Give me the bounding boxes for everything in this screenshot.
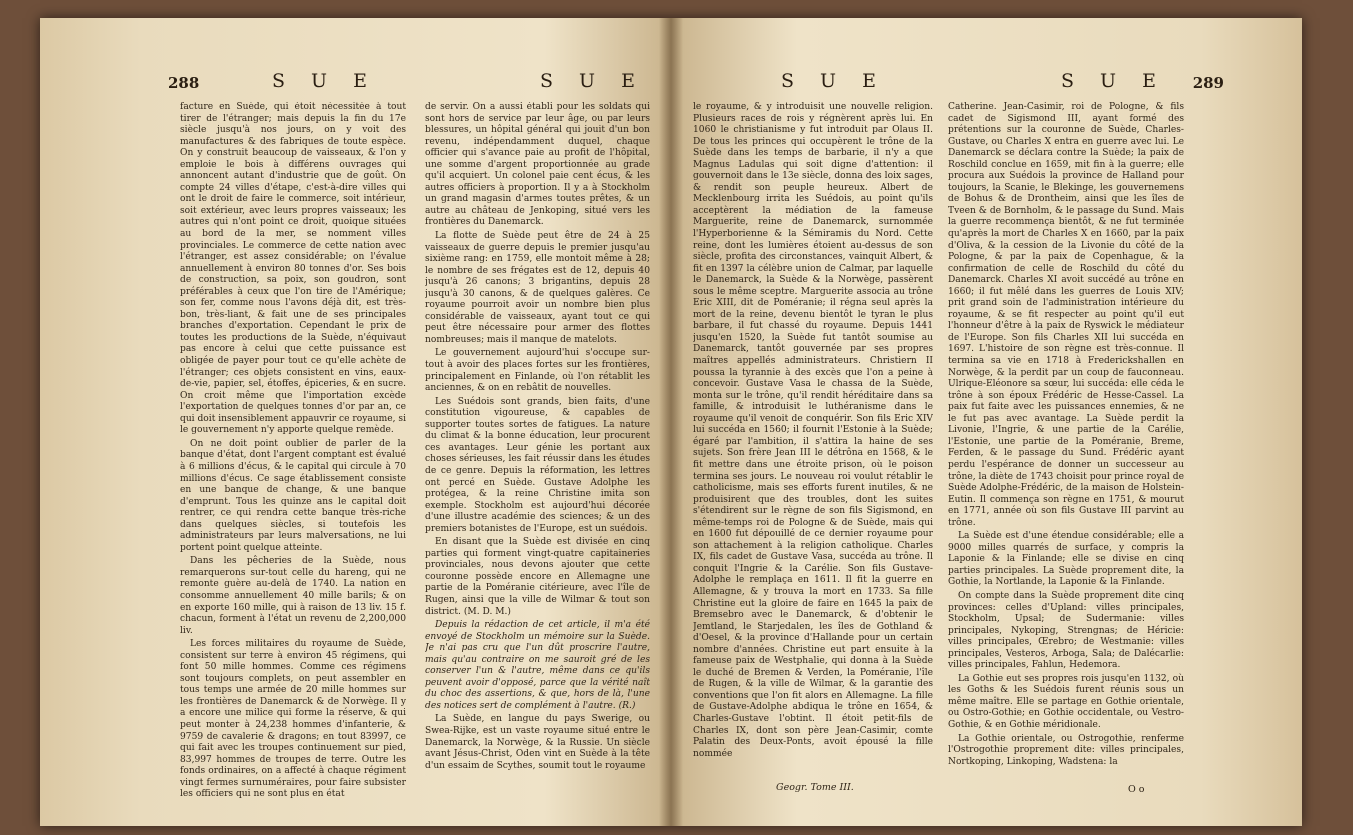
running-head-word: S U E [272, 70, 377, 92]
paragraph: En disant que la Suède est divisée en cinq parties qui forment vingt-quatre capitaineries provinciales, nous devons ajouter que cette couronne possède encore en Allemagne une partie de la Poméranie citérieure, avec l'île de Rugen, ainsi que la ville de Wilmar & tout son district. (M. D. M.) [425, 537, 650, 617]
running-head-word: S U E [540, 70, 645, 92]
footer-volume: Geogr. Tome III. [776, 782, 854, 793]
right-page [671, 18, 1302, 826]
paragraph: de servir. On a aussi établi pour les soldats qui sont hors de service par leur âge, ou par leurs blessures, un hôpital général qui jouit d'un bon revenu, indépendamment duquel, chaque officier qui s'avance paie au profit de l'hôpital, une somme d'argent proportionnée au grade qu'il acquiert. Un colonel paie cent écus, & les autres officiers à proportion. Il y a à Stockholm un grand magasin d'armes toutes prêtes, & un autre au château de Jenkoping, situé vers les frontières du Danemarck. [425, 102, 650, 228]
paragraph: Catherine. Jean-Casimir, roi de Pologne, & fils cadet de Sigismond III, ayant formé des prétentions sur la couronne de Suède, Charles-Gustave, ou Charles X entra en guerre avec lui. Le Danemarck se déclara contre la Suède; la paix de Roschild conclue en 1659, mit fin à la guerre; elle procura aux Suédois la province de Halland pour toujours, la Scanie, le Blekinge, les gouvernemens de Bohus & de Drontheim, ainsi que les îles de Tveen & de Bornholm, & le passage du Sund. Mais la guerre recommença bientôt, & ne fut terminée qu'après la mort de Charles X en 1660, par la paix d'Oliva, & la cession de la Livonie du côté de la Pologne, & par la paix de Copenhague, & la confirmation de celle de Roschild du côté du Danemarck. Charles XI avoit succédé au trône en 1660; il fut mêlé dans les guerres de Louis XIV; prit grand soin de l'administration intérieure du royaume, & se fit respecter au point qu'il eut l'honneur d'être à la paix de Ryswick le médiateur de l'Europe. Son fils Charles XII lui succéda en 1697. L'histoire de son règne est très-connue. Il termina sa vie en 1718 à Frederickshallen en Norwège, & la perdit par un coup de fauconneau. Ulrique-Eléonore sa sœur, lui succéda: elle céda le trône à son époux Frédéric de Hesse-Cassel. La paix fut faite avec les puissances ennemies, & ne le fut pas avec avantage. La Suède perdit la Livonie, l'Ingrie, & une partie de la Carélie, l'Estonie, une partie de la Poméranie, Breme, Ferden, & le passage du Sund. Frédéric ayant perdu l'espérance de donner un successeur au trône, la diète de 1743 choisit pour prince royal de Suède Adolphe-Frédéric, de la maison de Holstein-Eutin. Il commença son règne en 1751, & mourut en 1771, année où son fils Gustave III parvint au trône. [948, 102, 1184, 528]
running-head-word: S U E [1061, 70, 1166, 92]
running-head-left [40, 70, 671, 100]
paragraph: le royaume, & y introduisit une nouvelle religion. Plusieurs races de rois y régnèrent après lui. En 1060 le christianisme y fut introduit par Olaus II. De tous les princes qui occupèrent le trône de la Suède dans les temps de barbarie, il n'y a que Magnus Ladulas qui soit digne d'attention: il gouvernoit dans le 13e siècle, donna des loix sages, & rendit son peuple heureux. Albert de Mecklenbourg irrita les Suédois, au point qu'ils acceptèrent la médiation de la fameuse Marguerite, reine de Danemarck, surnommée l'Hyperborienne & la Sémiramis du Nord. Cette reine, dont les lumières étoient au-dessus de son siècle, profita des circonstances, vainquit Albert, & fit en 1397 la célèbre union de Calmar, par laquelle le Danemarck, la Suède & la Norwège, passèrent sous le même sceptre. Marguerite associa au trône Eric XIII, dit de Poméranie; il régna seul après la mort de la reine, devenu bientôt le tyran le plus barbare, il fut chassé du royaume. Depuis 1441 jusqu'en 1520, la Suède fut tantôt soumise au Danemarck, tantôt gouvernée par ses propres maîtres appellés administrateurs. Christiern II poussa la tyrannie à des excès que l'on a peine à concevoir. Gustave Vasa le chassa de la Suède, monta sur le trône, qu'il rendit héréditaire dans sa famille, & introduisit le luthéranisme dans le royaume qu'il venoit de conquérir. Son fils Eric XIV lui succéda en 1560; il fournit l'Estonie à la Suède; égaré par l'ambition, il s'attira la haine de ses sujets. Son frère Jean III le détrôna en 1568, & le fit mettre dans une étroite prison, où le poison termina ses jours. Le nouveau roi voulut rétablir le catholicisme, mais ses efforts furent inutiles, & ne produisirent que des troubles, dont les suites s'étendirent sur le règne de son fils Sigismond, en même-temps roi de Pologne & de Suède, mais qui en 1600 fut dépouillé de ce dernier royaume pour son attachement à la religion catholique. Charles IX, fils cadet de Gustave Vasa, succéda au trône. Il conquit l'Ingrie & la Carélie. Son fils Gustave-Adolphe le remplaça en 1611. Il fit la guerre en Allemagne, & y trouva la mort en 1733. Sa fille Christine eut la gloire de faire en 1645 la paix de Bremsebro avec le Danemarck, & d'obtenir le Jemtland, le Starjedalen, les îles de Gothland & d'Oesel, & la province d'Hallande pour un certain nombre d'années. Christine eut part ensuite à la fameuse paix de Westphalie, qui donna à la Suède le duché de Bremen & Verden, la Poméranie, l'île de Rugen, & la ville de Wilmar, & la garantie des conventions que l'on fit alors en Allemagne. La fille de Gustave-Adolphe abdiqua le trône en 1654, & Charles-Gustave l'obtint. Il étoit petit-fils de Charles IX, dont son père Jean-Casimir, comte Palatin des Deux-Ponts, avoit épousé la fille nommée [693, 102, 933, 759]
right-column-2 [948, 102, 1184, 802]
book-gutter [659, 18, 683, 826]
left-column-2 [425, 102, 650, 802]
signature-mark: O o [1128, 784, 1145, 795]
left-column-1 [180, 102, 406, 802]
paragraph: On ne doit point oublier de parler de la banque d'état, dont l'argent comptant est évalué à 6 millions d'écus, & le capital qui circule à 70 millions d'écus. Ce sage établissement consiste en une banque de change, & une banque d'emprunt. Tous les quinze ans le capital doit rentrer, ce qui rendra cette banque très-riche dans quelques siècles, si toutefois les administrateurs par leurs malversations, ne lui portent point quelque atteinte. [180, 438, 406, 553]
paragraph: La Gothie eut ses propres rois jusqu'en 1132, où les Goths & les Suédois furent réunis sous un même maître. Elle se partage en Gothie orientale, ou Ostro-Gothie; en Gothie occidentale, ou Vestro-Gothie, & en Gothie méridionale. [948, 673, 1184, 730]
paragraph: Le gouvernement aujourd'hui s'occupe sur-tout à avoir des places fortes sur les frontières, principalement en Finlande, où l'on rétablit les anciennes, & on en rebâtit de nouvelles. [425, 348, 650, 394]
paragraph: Les Suédois sont grands, bien faits, d'une constitution vigoureuse, & capables de supporter toutes sortes de fatigues. La nature du climat & la bonne éducation, leur procurent ces avantages. Leur génie les portant aux choses sérieuses, les fait réussir dans les études de ce genre. Depuis la réformation, les lettres ont percé en Suède. Gustave Adolphe les protégea, & la reine Christine imita son exemple. Stockholm est aujourd'hui décorée d'une illustre académie des sciences; & un des premiers botanistes de l'Europe, est un suédois. [425, 396, 650, 534]
paragraph: Les forces militaires du royaume de Suède, consistent sur terre à environ 45 régimens, qui font 50 mille hommes. Comme ces régimens sont toujours complets, on peut assembler en tous temps une armée de 20 mille hommes sur les frontières de Danemarck & de Norwège. Il y a encore une milice qui forme la réserve, & qui peut monter à 24,238 hommes d'infanterie, & 9759 de cavalerie & dragons; en tout 83997, ce qui fait avec les troupes continuement sur pied, 83,997 hommes de troupes de terre. Outre les fonds ordinaires, on a affecté à chaque régiment vingt fermes surnuméraires, pour faire subsister les officiers qui ne sont plus en état [180, 639, 406, 800]
paragraph: La flotte de Suède peut être de 24 à 25 vaisseaux de guerre depuis le premier jusqu'au sixième rang: en 1759, elle montoit même à 28; le nombre de ses frégates est de 12, depuis 40 jusqu'à 26 canons; 3 brigantins, depuis 28 jusqu'à 30 canons, & de quelques galères. Ce royaume pourroit avoir un nombre bien plus considérable de vaisseaux, ayant tout ce qui peut être nécessaire pour armer des flottes nombreuses; mais il manque de matelots. [425, 231, 650, 345]
paragraph: La Suède, en langue du pays Swerige, ou Swea-Rijke, est un vaste royaume situé entre le Danemarck, la Norwège, & la Russie. Un siècle avant Jésus-Christ, Oden vint en Suède à la tête d'un essaim de Scythes, soumit tout le royaume [425, 714, 650, 771]
paragraph: On compte dans la Suède proprement dite cinq provinces: celles d'Upland: villes principales, Stockholm, Upsal; de Sudermanie: villes principales, Nykoping, Strengnas; de Héricie: villes principales, Œrebro; de Westmanie: villes principales, Vesteros, Arboga, Sala; de Dalécarlie: villes principales, Fahlun, Hedemora. [948, 590, 1184, 671]
running-head-word: S U E [781, 70, 886, 92]
book-spread [40, 18, 1302, 826]
left-page [40, 18, 671, 826]
paragraph: La Gothie orientale, ou Ostrogothie, renferme l'Ostrogothie proprement dite: villes principales, Nortkoping, Linkoping, Wadstena: la [948, 733, 1184, 767]
paragraph: facture en Suède, qui étoit nécessitée à tout tirer de l'étranger; mais depuis la fin du 17e siècle jusqu'à nos jours, on y voit des manufactures & des fabriques de toute espèce. On y construit beaucoup de vaisseaux, & l'on y emploie le bois à différens ouvrages qui annoncent autant d'industrie que de goût. On compte 24 villes d'étape, c'est-à-dire villes qui ont le droit de faire le commerce, soit intérieur, soit extérieur, avec leurs propres vaisseaux; les autres qui n'ont point ce droit, quoique situées au bord de la mer, se nomment villes provinciales. Le commerce de cette nation avec l'étranger, est assez considérable; on l'évalue annuellement à environ 80 tonnes d'or. Ses bois de construction, sa poix, son goudron, sont préférables à ceux que l'on tire de l'Amérique; son fer, comme nous l'avons déjà dit, est très-bon, très-liant, & fait une de ses principales branches d'exportation. Cependant le prix de toutes les productions de la Suède, n'équivaut pas encore à celui que cette puissance est obligée de payer pour tout ce qu'elle achète de l'étranger; ces objets consistent en vins, eaux-de-vie, papier, sel, étoffes, épiceries, & en sucre. On croit même que l'importation excède l'exportation de quelques tonnes d'or par an, ce qui doit insensiblement appauvrir ce royaume, si le gouvernement n'y apporte quelque remède. [180, 102, 406, 436]
paragraph: La Suède est d'une étendue considérable; elle a 9000 milles quarrés de surface, y compris la Laponie & la Finlande; elle se divise en cinq parties principales. La Suède proprement dite, la Gothie, la Nortlande, la Laponie & la Finlande. [948, 531, 1184, 588]
page-number-right: 289 [1192, 74, 1224, 92]
running-head-right [671, 70, 1302, 100]
right-column-1 [693, 102, 933, 802]
editor-note: Depuis la rédaction de cet article, il m'a été envoyé de Stockholm un mémoire sur la Suède. Je n'ai pas cru que l'un dût proscrire l'autre, mais qu'au contraire on me sauroit gré de les conserver l'un & l'autre, même dans ce qu'ils peuvent avoir d'opposé, parce que la vérité naît du choc des assertions, & que, hors de là, l'une des notices sert de complément à l'autre. (R.) [425, 620, 650, 711]
page-number-left: 288 [168, 74, 200, 92]
paragraph: Dans les pêcheries de la Suède, nous remarquerons sur-tout celle du hareng, qui ne remonte guère au-delà de 1740. La nation en consomme annuellement 40 mille barils; & on en exporte 160 mille, qui à raison de 13 liv. 15 f. chacun, forment à l'état un revenu de 2,200,000 liv. [180, 556, 406, 636]
